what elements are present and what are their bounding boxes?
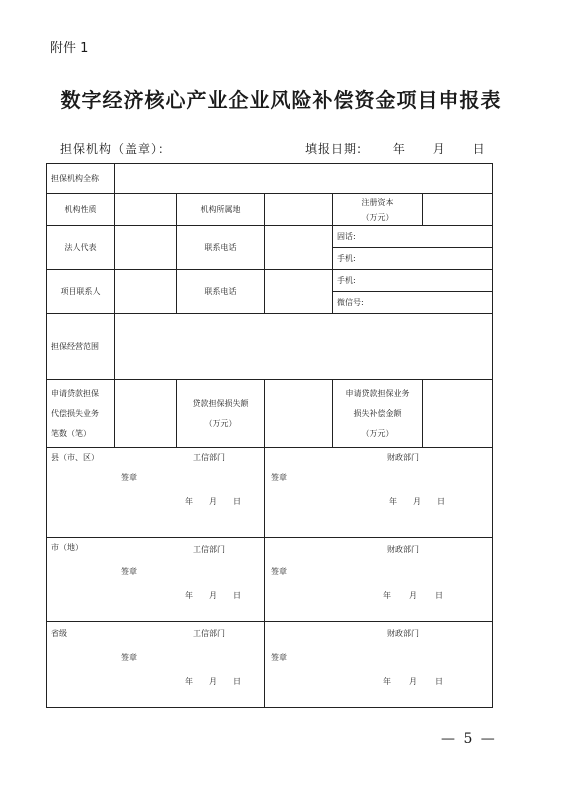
attachment-label: 附件 1 [50, 41, 89, 56]
province-finance-dept: 财政部门 [387, 629, 419, 638]
date-year: 年 [392, 142, 406, 156]
province-industry-year: 年 [185, 677, 193, 686]
county-industry-day: 日 [233, 497, 241, 506]
city-finance-sign: 签章 [271, 567, 287, 576]
comp-amount-line2: 损失补偿金额 [353, 409, 402, 418]
city-finance-cell[interactable] [265, 538, 493, 622]
province-industry-sign: 签章 [121, 653, 137, 662]
city-industry-month: 月 [209, 591, 217, 600]
city-industry-sign: 签章 [121, 567, 137, 576]
org-nature-field[interactable] [115, 194, 177, 226]
city-finance-day: 日 [435, 591, 443, 600]
loss-amount-line2: （万元） [204, 419, 237, 428]
comp-amount-line3: （万元） [361, 429, 394, 438]
contact-phone-field[interactable] [265, 270, 333, 314]
province-finance-year: 年 [383, 677, 391, 686]
project-contact-field[interactable] [115, 270, 177, 314]
apply-count-field[interactable] [115, 380, 177, 448]
county-industry-dept: 工信部门 [193, 453, 225, 462]
apply-count-line3: 笔数（笔） [51, 429, 91, 438]
apply-count-line1: 申请贷款担保 [51, 389, 99, 398]
legal-rep-field[interactable] [115, 226, 177, 270]
org-location-field[interactable] [265, 194, 333, 226]
city-finance-year: 年 [383, 591, 391, 600]
landline-field[interactable]: 固话: [333, 226, 493, 248]
page-number: — 5 — [441, 731, 497, 747]
county-industry-month: 月 [209, 497, 217, 506]
comp-amount-line1: 申请贷款担保业务 [345, 389, 410, 398]
loss-amount-label [177, 380, 265, 448]
org-location-label: 机构所属地 [177, 194, 265, 226]
apply-count-label [47, 380, 115, 448]
reg-capital-field[interactable] [423, 194, 493, 226]
city-industry-dept: 工信部门 [193, 545, 225, 554]
reg-capital-unit: （万元） [361, 212, 394, 222]
legal-phone-label: 联系电话 [177, 226, 265, 270]
county-industry-year: 年 [185, 497, 193, 506]
county-finance-cell[interactable] [265, 448, 493, 538]
city-industry-cell[interactable] [47, 538, 265, 622]
guarantee-scope-field[interactable] [115, 314, 493, 380]
org-full-name-label: 担保机构全称 [47, 164, 115, 194]
city-industry-day: 日 [233, 591, 241, 600]
city-level-label: 市（地） [51, 543, 83, 552]
city-finance-dept: 财政部门 [387, 545, 419, 554]
province-finance-sign: 签章 [271, 653, 287, 662]
application-table [46, 163, 493, 708]
comp-amount-field[interactable] [423, 380, 493, 448]
legal-phone-field[interactable] [265, 226, 333, 270]
province-level-label: 省级 [51, 629, 67, 638]
province-industry-cell[interactable] [47, 622, 265, 708]
loss-amount-field[interactable] [265, 380, 333, 448]
province-industry-day: 日 [233, 677, 241, 686]
county-level-label: 县（市、区） [51, 453, 99, 462]
county-industry-cell[interactable] [47, 448, 265, 538]
wechat-field[interactable]: 微信号: [333, 292, 493, 314]
city-industry-year: 年 [185, 591, 193, 600]
county-industry-sign: 签章 [121, 473, 137, 482]
county-finance-month: 月 [413, 497, 421, 506]
org-nature-label: 机构性质 [47, 194, 115, 226]
project-contact-label: 项目联系人 [47, 270, 115, 314]
contact-mobile-field[interactable]: 手机: [333, 270, 493, 292]
reg-capital-text: 注册资本 [361, 197, 394, 207]
date-day: 日 [472, 142, 486, 156]
province-finance-month: 月 [409, 677, 417, 686]
contact-phone-label: 联系电话 [177, 270, 265, 314]
county-finance-dept: 财政部门 [387, 453, 419, 462]
date-month: 月 [432, 142, 446, 156]
province-finance-day: 日 [435, 677, 443, 686]
org-stamp-label: 担保机构（盖章）： [60, 142, 172, 156]
form-title: 数字经济核心产业企业风险补偿资金项目申报表 [60, 88, 502, 112]
province-industry-dept: 工信部门 [193, 629, 225, 638]
fill-date [305, 140, 490, 157]
city-finance-month: 月 [409, 591, 417, 600]
legal-rep-label: 法人代表 [47, 226, 115, 270]
guarantee-scope-label: 担保经营范围 [47, 314, 115, 380]
county-finance-year: 年 [389, 497, 397, 506]
date-label: 填报日期: [305, 142, 363, 156]
county-finance-sign: 签章 [271, 473, 287, 482]
org-full-name-field[interactable] [115, 164, 493, 194]
county-finance-day: 日 [437, 497, 445, 506]
reg-capital-label [333, 194, 423, 226]
province-finance-cell[interactable] [265, 622, 493, 708]
province-industry-month: 月 [209, 677, 217, 686]
comp-amount-label [333, 380, 423, 448]
loss-amount-line1: 贷款担保损失额 [192, 399, 249, 408]
apply-count-line2: 代偿损失业务 [51, 409, 99, 418]
mobile-field[interactable]: 手机: [333, 248, 493, 270]
